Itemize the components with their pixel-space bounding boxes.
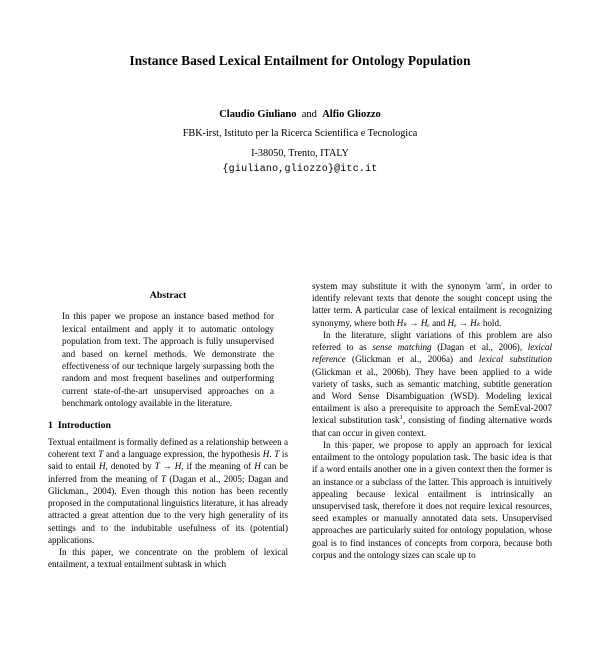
text-run: hold. bbox=[480, 317, 502, 328]
body-columns bbox=[48, 280, 552, 570]
right-column bbox=[312, 280, 552, 570]
text-run: and a language expression, the hypothesis bbox=[103, 449, 263, 460]
term-sense-matching: sense matching bbox=[372, 342, 432, 353]
section-title: Introduction bbox=[57, 419, 111, 431]
text-run: is said to entail bbox=[48, 449, 288, 472]
text-run: Textual entailment is formally defined as a relationship between a coherent text bbox=[48, 436, 288, 460]
text-run: (Glickman et al., 2006a) and bbox=[345, 354, 479, 365]
text-run: , if the meaning of bbox=[181, 461, 255, 472]
math-He-entails-Hw: Hₑ → Hₖ bbox=[447, 317, 481, 328]
text-run: In this paper, we concentrate on the problem of lexical entailment, a textual entailment subtask in which bbox=[48, 546, 288, 570]
affiliation-line-1: FBK-irst, Istituto per la Ricerca Scientifica e Tecnologica bbox=[182, 128, 418, 140]
text-run: can be inferred from the meaning of bbox=[48, 461, 288, 484]
paragraph-right-1 bbox=[312, 280, 552, 329]
page-title: Instance Based Lexical Entailment for Ontology Population bbox=[129, 53, 471, 68]
text-run: In this paper, we propose to apply an approach for lexical entailment to the ontology population task. The basic idea is that if a word entails another one in a given context then the former is an instance or a subclass of the latter. This approach is intuitively appealing because lexical entailment is intrinsically an unsupervised task, therefore it does not require lexical resources, seed examples or manually annotated data sets. Unsupervised approaches are particularly suited for ontology population, whose goal is to find instances of concepts from corpora, because both corpus and the ontology sizes can scale up to bbox=[312, 439, 552, 560]
math-T-entails-H: T → H bbox=[154, 461, 182, 472]
term-lexical-substitution: lexical substitution bbox=[478, 354, 552, 365]
section-number: 1 bbox=[48, 419, 53, 431]
math-T: T bbox=[161, 473, 167, 484]
author-email: {giuliano,gliozzo}@itc.it bbox=[222, 163, 378, 175]
math-Hw-entails-He: Hₖ → Hₑ bbox=[396, 317, 430, 328]
math-T: T bbox=[98, 449, 104, 460]
text-run: (Glickman et al., 2006b). They have been applied to a wide variety of tasks, such as semantic matching, subtitle generation and Word Sense Disambiguation (WSD). Modeling lexical entailment is also a prerequisite to approach the SemEval-2007 lexical substitution task bbox=[312, 366, 552, 426]
left-column bbox=[48, 280, 288, 570]
paper-page bbox=[0, 52, 600, 652]
text-run: In the literature, slight variations of this problem are also referred to as bbox=[312, 329, 552, 353]
text-run: system may substitute it with the synonym 'arm', in order to identify relevant texts that denote the sought concept using the latter term. A particular case of lexical entailment is recognizing synonymy, where both bbox=[312, 281, 552, 328]
abstract-heading: Abstract bbox=[149, 290, 187, 301]
text-run: and bbox=[429, 317, 448, 328]
text-run: , denoted by bbox=[105, 461, 155, 472]
text-run: . bbox=[269, 449, 275, 460]
text-run: , consisting of finding alternative words that can occur in given context. bbox=[312, 415, 552, 438]
affiliation-line-2: I-38050, Trento, ITALY bbox=[251, 147, 349, 159]
math-T: T bbox=[274, 449, 280, 460]
paragraph-intro-2 bbox=[48, 546, 288, 570]
text-run: (Dagan et al., 2005; Dagan and Glickman., 2004). Even though this notion has been recently proposed in the computational linguistics literature, it has already attracted a great attention due to the very high generality of its settings and to the indubitable usefulness of its (potential) applications. bbox=[48, 473, 288, 545]
text-run: (Dagan et al., 2006), bbox=[431, 342, 528, 353]
math-H: H bbox=[254, 461, 261, 472]
author-list bbox=[0, 107, 600, 122]
paragraph-right-2 bbox=[312, 329, 552, 439]
author-conjunction: and bbox=[301, 109, 317, 121]
author-name-second: Alfio Gliozzo bbox=[322, 109, 381, 121]
author-name-first: Claudio Giuliano bbox=[219, 109, 297, 121]
section-heading-introduction bbox=[48, 419, 288, 432]
abstract-body: In this paper we propose an instance based method for lexical entailment and apply it to automatic ontology population from text. The approach is fully unsupervised and based on kernel methods. We demonstrate the effectiveness of our technique largely surpassing both the random and most frequent baselines and outperforming current state-of-the-art unsupervised approaches on a benchmark ontology available in the literature. bbox=[62, 311, 274, 409]
term-lexical-reference: lexical reference bbox=[312, 342, 552, 365]
math-H: H bbox=[262, 449, 270, 460]
paragraph-right-3 bbox=[312, 439, 552, 561]
math-H: H bbox=[98, 461, 106, 472]
footnote-marker: 1 bbox=[399, 414, 403, 422]
paragraph-intro-1 bbox=[48, 436, 288, 546]
